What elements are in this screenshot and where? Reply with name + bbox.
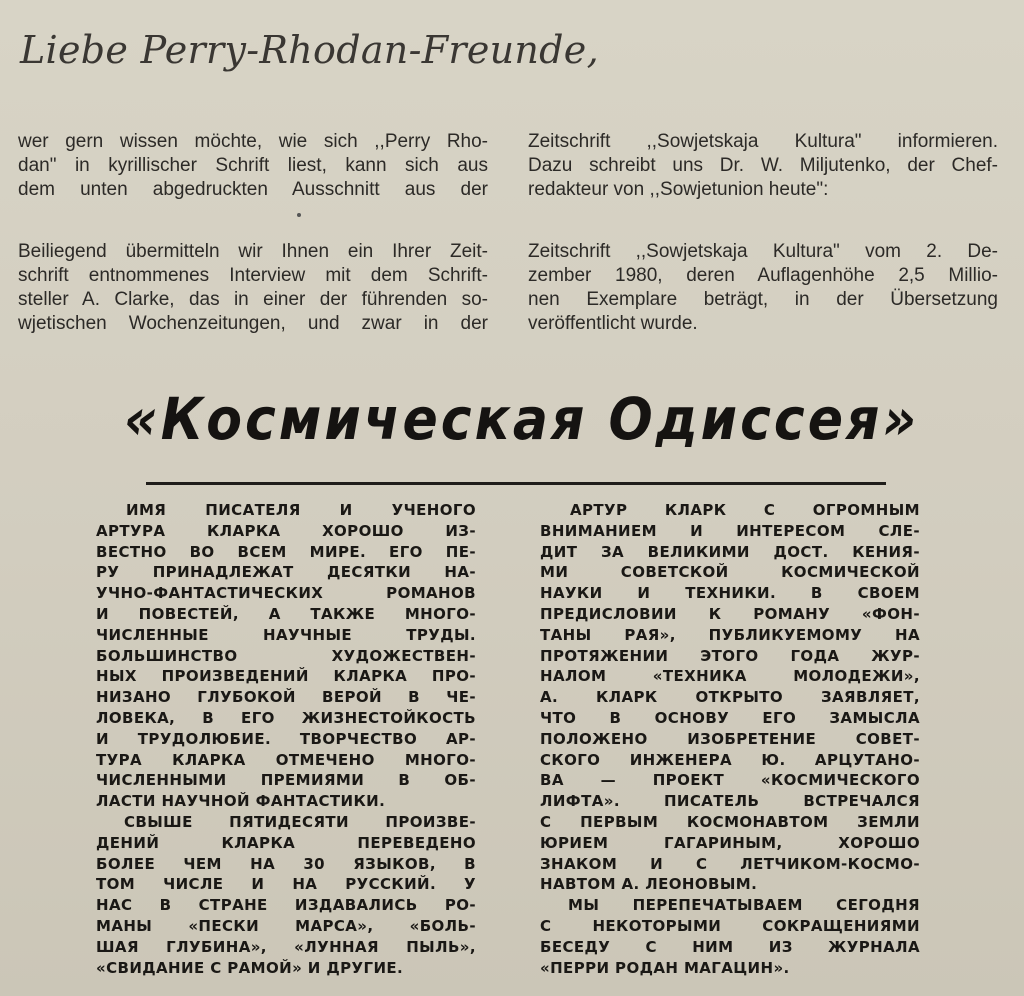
text-line: ТУРА КЛАРКА ОТМЕЧЕНО МНОГО- (96, 750, 476, 769)
headline-divider (146, 482, 886, 485)
text-line: И ПОВЕСТЕЙ, А ТАКЖЕ МНОГО- (96, 604, 476, 623)
text-line: НЫХ ПРОИЗВЕДЕНИЙ КЛАРКА ПРО- (96, 667, 476, 686)
article-headline: «Космическая Одиссея» (124, 386, 920, 454)
text-line: ДИТ ЗА ВЕЛИКИМИ ДОСТ. КЕНИЯ- (540, 542, 920, 561)
text-line: БОЛЬШИНСТВО ХУДОЖЕСТВЕН- (96, 646, 476, 665)
text-line: УЧНО-ФАНТАСТИЧЕСКИХ РОМАНОВ (96, 584, 476, 603)
text-line: ИМЯ ПИСАТЕЛЯ И УЧЕНОГО (126, 501, 476, 519)
text-line: НАУКИ И ТЕХНИКИ. В СВОЕМ (540, 584, 920, 603)
text-line: МЫ ПЕРЕПЕЧАТЫВАЕМ СЕГОДНЯ (568, 896, 920, 915)
text-line: ЧТО В ОСНОВУ ЕГО ЗАМЫСЛА (540, 708, 920, 727)
text-line: ШАЯ ГЛУБИНА», «ЛУННАЯ ПЫЛЬ», (96, 937, 476, 956)
text-line: Beiliegend übermitteln wir Ihnen ein Ihrer Zeit- (18, 241, 488, 262)
letter-column-right (528, 240, 998, 336)
text-line: ТОМ ЧИСЛЕ И НА РУССКИЙ. У (96, 875, 476, 894)
text-line: И ТРУДОЛЮБИЕ. ТВОРЧЕСТВО АР- (96, 729, 476, 748)
text-line: С ПЕРВЫМ КОСМОНАВТОМ ЗЕМЛИ (540, 812, 920, 831)
text-line: ЛАСТИ НАУЧНОЙ ФАНТАСТИКИ. (96, 792, 386, 811)
text-line: «СВИДАНИЕ С РАМОЙ» И ДРУГИЕ. (96, 958, 404, 977)
text-line: ПРЕДИСЛОВИИ К РОМАНУ «ФОН- (540, 604, 920, 623)
text-line: АРТУР КЛАРК С ОГРОМНЫМ (570, 501, 920, 519)
text-line: А. КЛАРК ОТКРЫТО ЗАЯВЛЯЕТ, (540, 688, 920, 707)
text-line: ВЕСТНО ВО ВСЕМ МИРЕ. ЕГО ПЕ- (96, 542, 476, 561)
text-line: ВНИМАНИЕМ И ИНТЕРЕСОМ СЛЕ- (540, 521, 920, 540)
text-line: ЧИСЛЕННЫЕ НАУЧНЫЕ ТРУДЫ. (96, 625, 476, 644)
text-line: АРТУРА КЛАРКА ХОРОШО ИЗ- (96, 521, 476, 540)
text-line: wjetischen Wochenzeitungen, und zwar in der (18, 313, 488, 334)
text-line: veröffentlicht wurde. (528, 313, 698, 334)
intro-column-right (528, 130, 998, 202)
text-line: «ПЕРРИ РОДАН МАГАЦИН». (540, 958, 790, 977)
text-line: wer gern wissen möchte, wie sich ,,Perry Rho- (18, 131, 488, 152)
text-line: steller A. Clarke, das in einer der führenden so- (18, 289, 488, 310)
text-line: ЮРИЕМ ГАГАРИНЫМ, ХОРОШО (540, 833, 920, 852)
print-speck (297, 213, 301, 217)
text-line: СКОГО ИНЖЕНЕРА Ю. АРЦУТАНО- (540, 750, 920, 769)
article-column-right (540, 500, 920, 978)
text-line: ЧИСЛЕННЫМИ ПРЕМИЯМИ В ОБ- (96, 771, 476, 790)
intro-column-left (18, 130, 488, 202)
text-line: dem unten abgedruckten Ausschnitt aus der (18, 179, 488, 200)
text-line: nen Exemplare beträgt, in der Übersetzung (528, 289, 998, 310)
text-line: zember 1980, deren Auflagenhöhe 2,5 Millio- (528, 265, 998, 286)
text-line: БОЛЕЕ ЧЕМ НА 30 ЯЗЫКОВ, В (96, 854, 476, 873)
text-line: СВЫШЕ ПЯТИДЕСЯТИ ПРОИЗВЕ- (124, 812, 476, 831)
text-line: РУ ПРИНАДЛЕЖАТ ДЕСЯТКИ НА- (96, 563, 476, 582)
text-line: ПОЛОЖЕНО ИЗОБРЕТЕНИЕ СОВЕТ- (540, 729, 920, 748)
text-line: dan" in kyrillischer Schrift liest, kann sich aus (18, 155, 488, 176)
text-line: МИ СОВЕТСКОЙ КОСМИЧЕСКОЙ (540, 563, 920, 582)
text-line: НАЛОМ «ТЕХНИКА МОЛОДЕЖИ», (540, 667, 920, 686)
article-column-left (96, 500, 476, 978)
letter-column-left (18, 240, 488, 336)
text-line: ЛИФТА». ПИСАТЕЛЬ ВСТРЕЧАЛСЯ (540, 792, 920, 811)
text-line: ТАНЫ РАЯ», ПУБЛИКУЕМОМУ НА (540, 625, 920, 644)
text-line: С НЕКОТОРЫМИ СОКРАЩЕНИЯМИ (540, 916, 920, 935)
text-line: НИЗАНО ГЛУБОКОЙ ВЕРОЙ В ЧЕ- (96, 688, 476, 707)
text-line: НАВТОМ А. ЛЕОНОВЫМ. (540, 875, 758, 894)
text-line: ЗНАКОМ И С ЛЕТЧИКОМ-КОСМО- (540, 854, 920, 873)
text-line: Dazu schreibt uns Dr. W. Miljutenko, der Chef- (528, 155, 998, 176)
salutation-heading: Liebe Perry-Rhodan-Freunde, (20, 28, 599, 72)
text-line: МАНЫ «ПЕСКИ МАРСА», «БОЛЬ- (96, 916, 476, 935)
text-line: ВА — ПРОЕКТ «КОСМИЧЕСКОГО (540, 771, 920, 790)
text-line: ЛОВЕКА, В ЕГО ЖИЗНЕСТОЙКОСТЬ (96, 708, 476, 727)
text-line: ПРОТЯЖЕНИИ ЭТОГО ГОДА ЖУР- (540, 646, 920, 665)
text-line: Zeitschrift ,,Sowjetskaja Kultura" vom 2. De- (528, 241, 998, 262)
text-line: schrift entnommenes Interview mit dem Schrift- (18, 265, 488, 286)
text-line: redakteur von ,,Sowjetunion heute": (528, 179, 829, 200)
text-line: БЕСЕДУ С НИМ ИЗ ЖУРНАЛА (540, 937, 920, 956)
text-line: ДЕНИЙ КЛАРКА ПЕРЕВЕДЕНО (96, 833, 476, 852)
text-line: Zeitschrift ,,Sowjetskaja Kultura" informieren. (528, 131, 998, 152)
text-line: НАС В СТРАНЕ ИЗДАВАЛИСЬ РО- (96, 896, 476, 915)
